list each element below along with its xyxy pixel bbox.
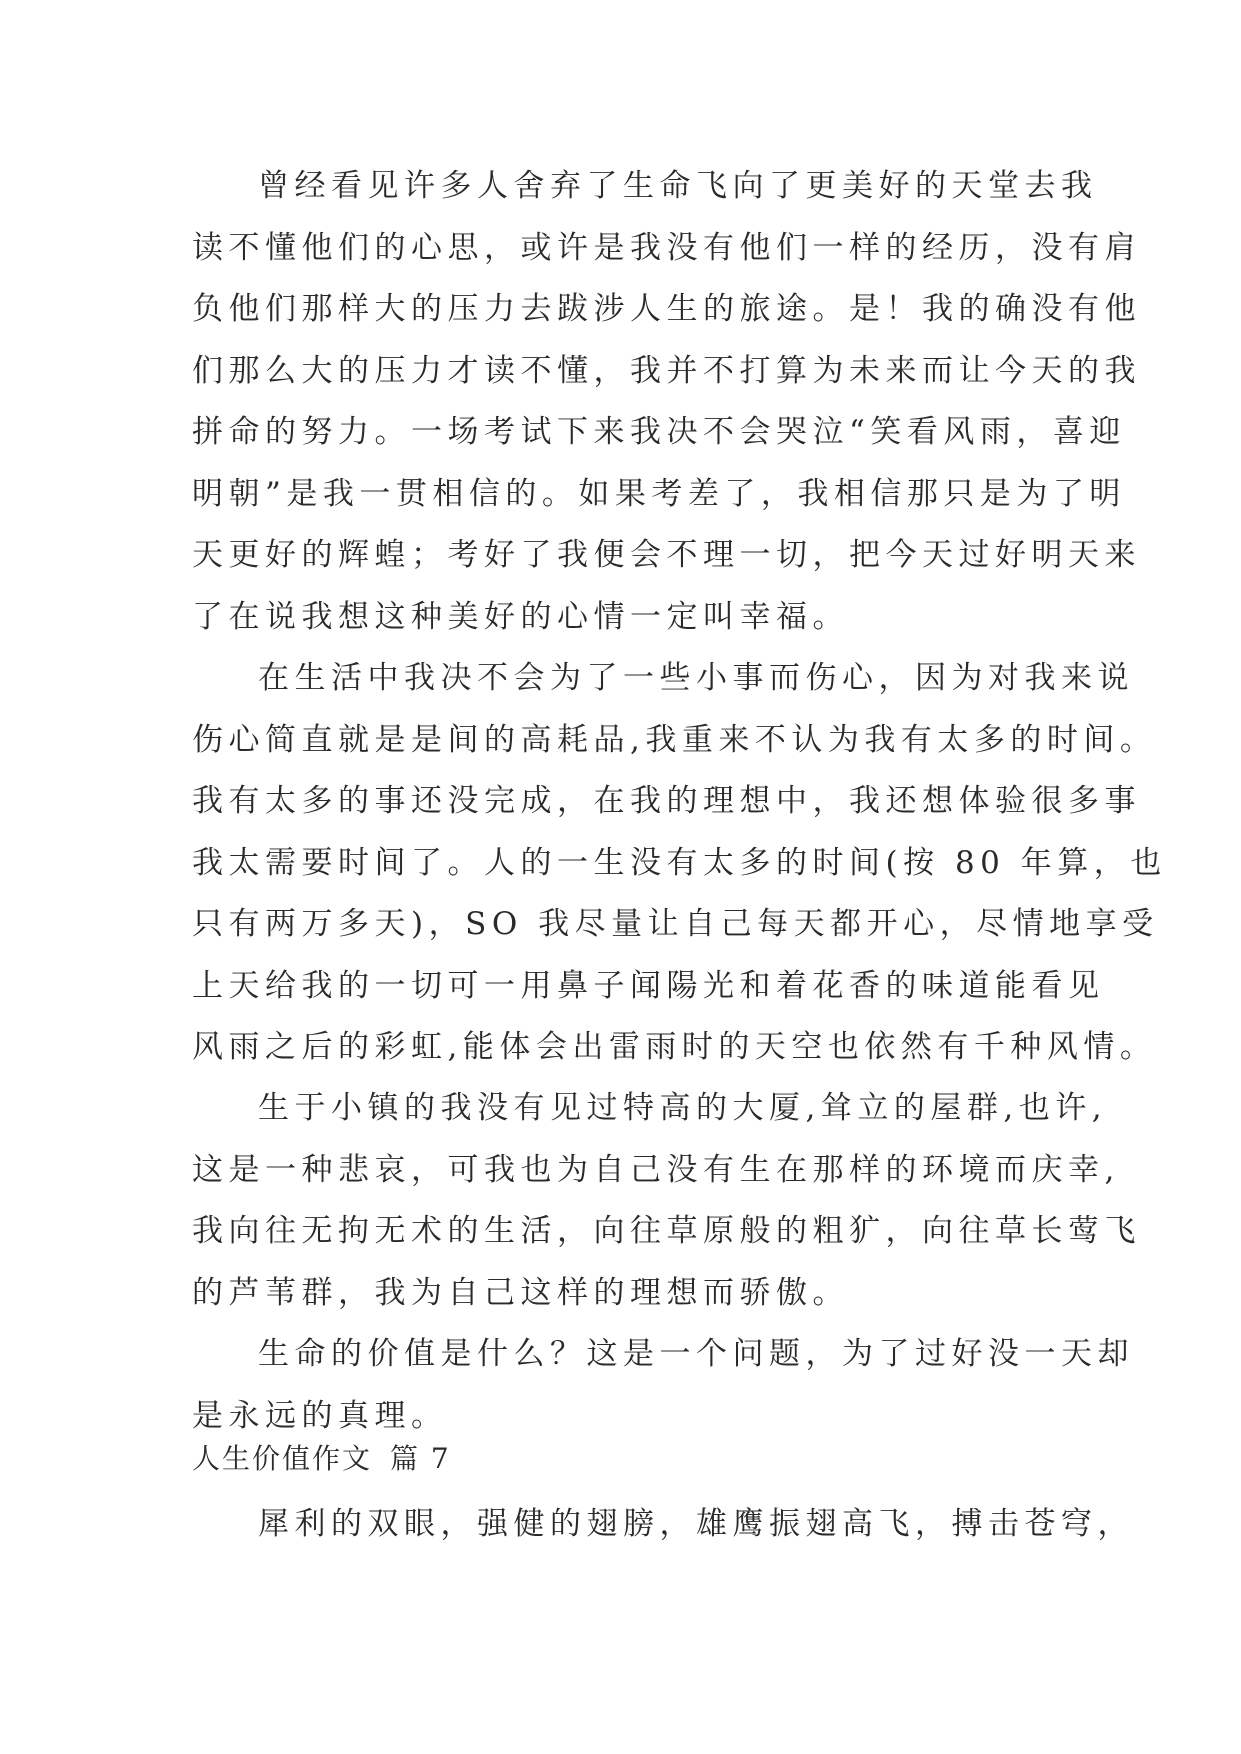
paragraph-line: 生命的价值是什么？这是一个问题，为了过好没一天却	[258, 1336, 1134, 1372]
paragraph-line: 拼命的努力。一场考试下来我决不会哭泣“笑看风雨，喜迎	[192, 414, 1126, 450]
paragraph-line: 的芦苇群，我为自己这样的理想而骄傲。	[192, 1274, 849, 1311]
paragraph-line: 是永远的真理。	[192, 1397, 448, 1434]
paragraph-line: 们那么大的压力才读不懂，我并不打算为未来而让今天的我	[192, 352, 1141, 389]
paragraph-line: 伤心简直就是是间的高耗品,我重来不认为我有太多的时间。	[192, 721, 1157, 758]
paragraph-line: 在生活中我决不会为了一些小事而伤心，因为对我来说	[258, 660, 1134, 696]
section-heading	[192, 1437, 451, 1477]
section-heading-title: 人生价值作文	[192, 1442, 373, 1475]
paragraph-line: 风雨之后的彩虹,能体会出雷雨时的天空也依然有千种风情。	[192, 1029, 1157, 1065]
paragraph-line: 读不懂他们的心思，或许是我没有他们一样的经历，没有肩	[192, 229, 1141, 266]
paragraph-1	[192, 156, 1141, 648]
paragraph-line: 天更好的辉蝗；考好了我便会不理一切，把今天过好明天来	[192, 537, 1141, 573]
paragraph-2	[192, 648, 1167, 1079]
paragraph-line: 只有两万多天)，SO 我尽量让自己每天都开心，尽情地享受	[192, 906, 1159, 942]
paragraph-line: 了在说我想这种美好的心情一定叫幸福。	[192, 598, 849, 635]
paragraph-3	[192, 1078, 1141, 1324]
paragraph-5	[192, 1494, 1134, 1556]
paragraph-line: 上天给我的一切可一用鼻子闻陽光和着花香的味道能看见	[192, 967, 1105, 1004]
paragraph-line: 犀利的双眼，强健的翅膀，雄鹰振翅高飞，搏击苍穹，	[258, 1506, 1134, 1542]
paragraph-line: 这是一种悲哀，可我也为自己没有生在那样的环境而庆幸,	[192, 1151, 1120, 1188]
paragraph-line: 生于小镇的我没有见过特高的大厦,耸立的屋群,也许,	[258, 1090, 1108, 1126]
paragraph-line: 我有太多的事还没完成，在我的理想中，我还想体验很多事	[192, 783, 1141, 819]
paragraph-line: 我太需要时间了。人的一生没有太多的时间(按 80 年算，也	[192, 844, 1167, 881]
paragraph-line: 我向往无拘无术的生活，向往草原般的粗犷，向往草长莺飞	[192, 1213, 1141, 1249]
paragraph-line: 明朝”是我一贯相信的。如果考差了，我相信那只是为了明	[192, 475, 1126, 512]
paragraph-line: 曾经看见许多人舍弃了生命飞向了更美好的天堂去我	[258, 168, 1098, 204]
section-heading-number: 篇 7	[390, 1442, 451, 1475]
paragraph-4	[192, 1324, 1134, 1447]
paragraph-line: 负他们那样大的压力去跋涉人生的旅途。是！我的确没有他	[192, 291, 1141, 327]
